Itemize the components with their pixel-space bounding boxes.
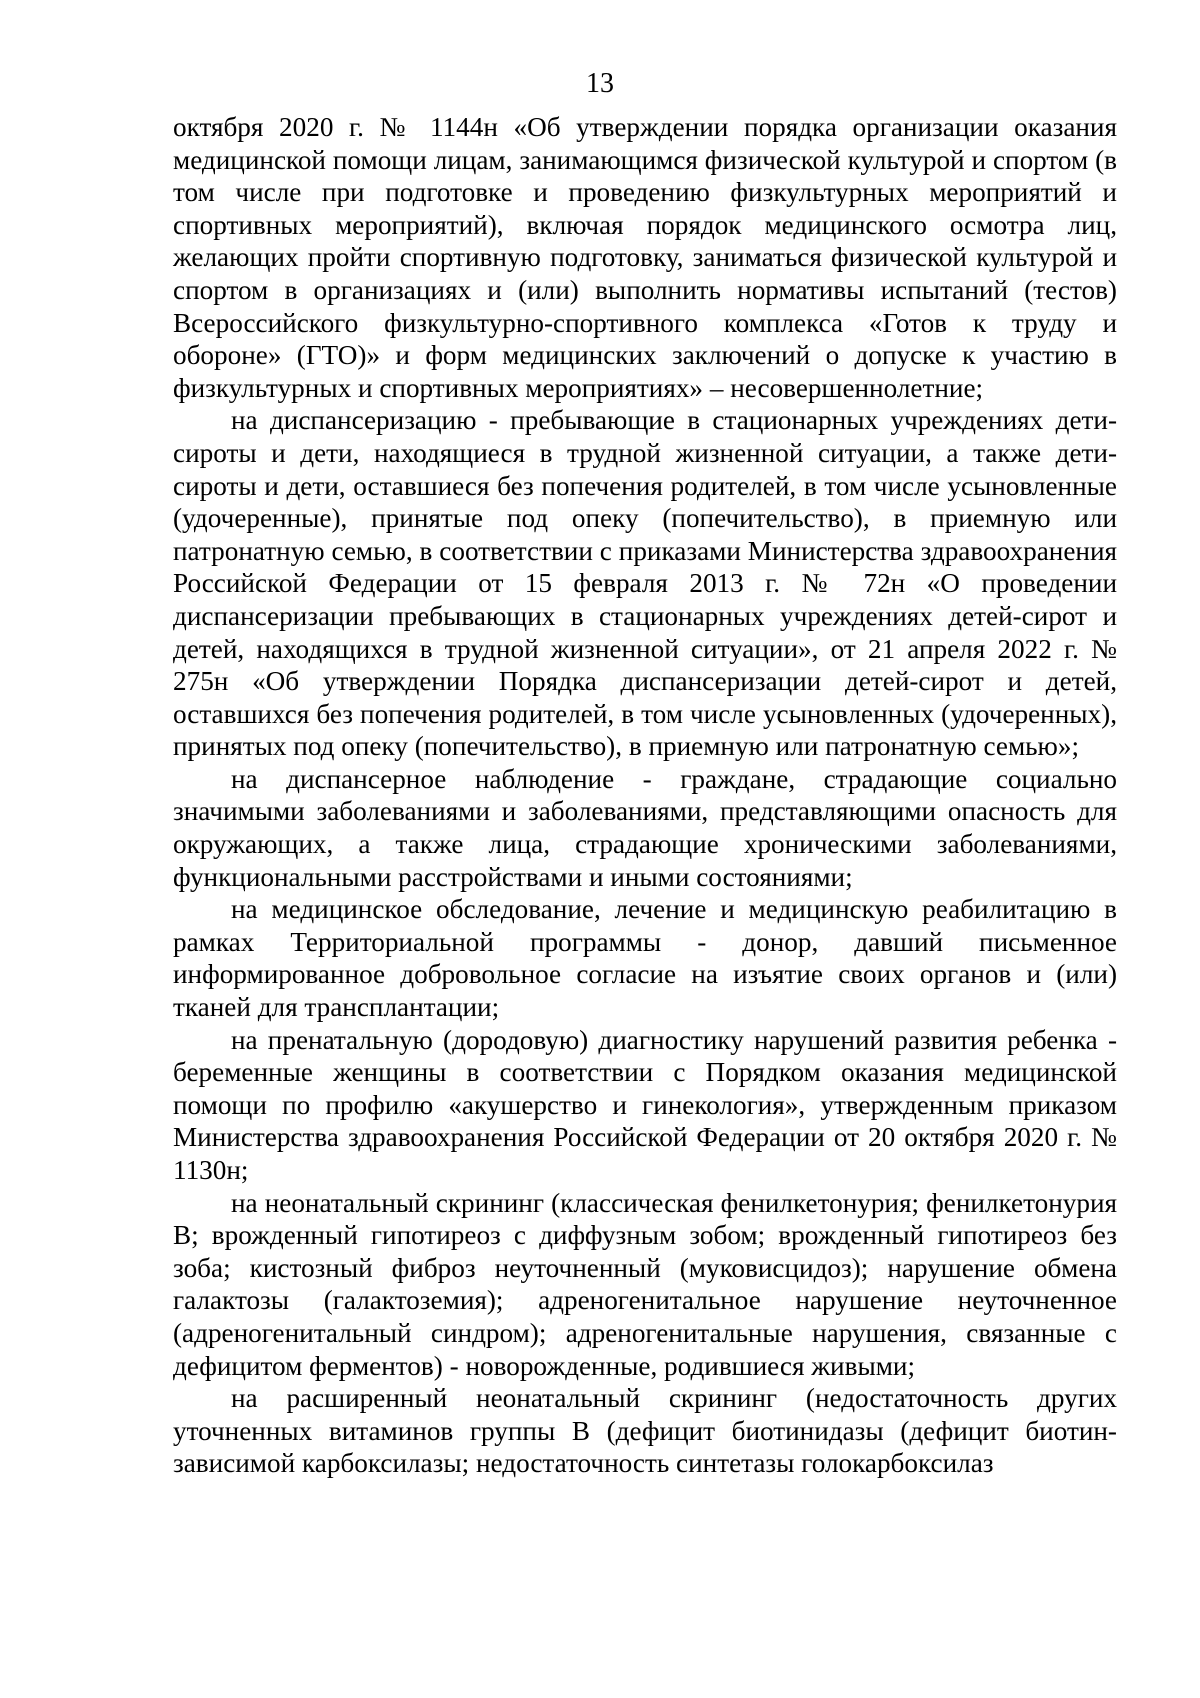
paragraph-dispansernoe-nablyudenie: на диспансерное наблюдение - граждане, страдающие социально значимыми заболеваниями и заболеваниями, представляющими опасность для окружающих, а также лица, страдающие хроническими заболеваниями, функциональными расстройствами и иными состояниями; [173, 763, 1117, 892]
page-number: 13 [586, 68, 614, 99]
paragraph-donor: на медицинское обследование, лечение и медицинскую реабилитацию в рамках Территориальной программы - донор, давший письменное информированное добровольное согласие на изъятие своих органов и (или) тканей для трансплантации; [173, 894, 1117, 1023]
document-body [173, 111, 1117, 1480]
paragraph-prenatal-diagnostics: на пренатальную (дородовую) диагностику нарушений развития ребенка - беременные женщины в соответствии с Порядком оказания медицинской помощи по профилю «акушерство и гинекология», утвержденным приказом Министерства здравоохранения Российской Федерации от 20 октября 2020 г. № 1130н; [173, 1024, 1117, 1185]
paragraph-neonatal-screening: на неонатальный скрининг (классическая фенилкетонурия; фенилкетонурия В; врожденный гипотиреоз с диффузным зобом; врожденный гипотиреоз без зоба; кистозный фиброз неуточненный (муковисцидоз); нарушение обмена галактозы (галактоземия); адреногенитальное нарушение неуточненное (адреногенитальный синдром); адреногенитальные нарушения, связанные с дефицитом ферментов) - новорожденные, родившиеся живыми; [173, 1187, 1117, 1381]
paragraph-extended-neonatal-screening: на расширенный неонатальный скрининг (недостаточность других уточненных витаминов группы В (дефицит биотинидазы (дефицит биотин-зависимой карбоксилазы; недостаточность синтетазы голокарбоксилаз [173, 1383, 1117, 1479]
paragraph-dispanserizatsiya: на диспансеризацию - пребывающие в стационарных учреждениях дети-сироты и дети, находящиеся в трудной жизненной ситуации, а также дети-сироты и дети, оставшиеся без попечения родителей, в том числе усыновленные (удочеренные), принятые под опеку (попечительство), в приемную или патронатную семью, в соответствии с приказами Министерства здравоохранения Российской Федерации от 15 февраля 2013 г. № 72н «О проведении диспансеризации пребывающих в стационарных учреждениях детей-сирот и детей, находящихся в трудной жизненной ситуации», от 21 апреля 2022 г. № 275н «Об утверждении Порядка диспансеризации детей-сирот и детей, оставшихся без попечения родителей, в том числе усыновленных (удочеренных), принятых под опеку (попечительство), в приемную или патронатную семью»; [173, 405, 1117, 762]
paragraph-continuation: октября 2020 г. № 1144н «Об утверждении порядка организации оказания медицинской помощи лицам, занимающимся физической культурой и спортом (в том числе при подготовке и проведению физкультурных мероприятий и спортивных мероприятий), включая порядок медицинского осмотра лиц, желающих пройти спортивную подготовку, заниматься физической культурой и спортом в организациях и (или) выполнить нормативы испытаний (тестов) Всероссийского физкультурно-спортивного комплекса «Готов к труду и обороне» (ГТО)» и форм медицинских заключений о допуске к участию в физкультурных и спортивных мероприятиях» – несовершеннолетние; [173, 112, 1117, 403]
